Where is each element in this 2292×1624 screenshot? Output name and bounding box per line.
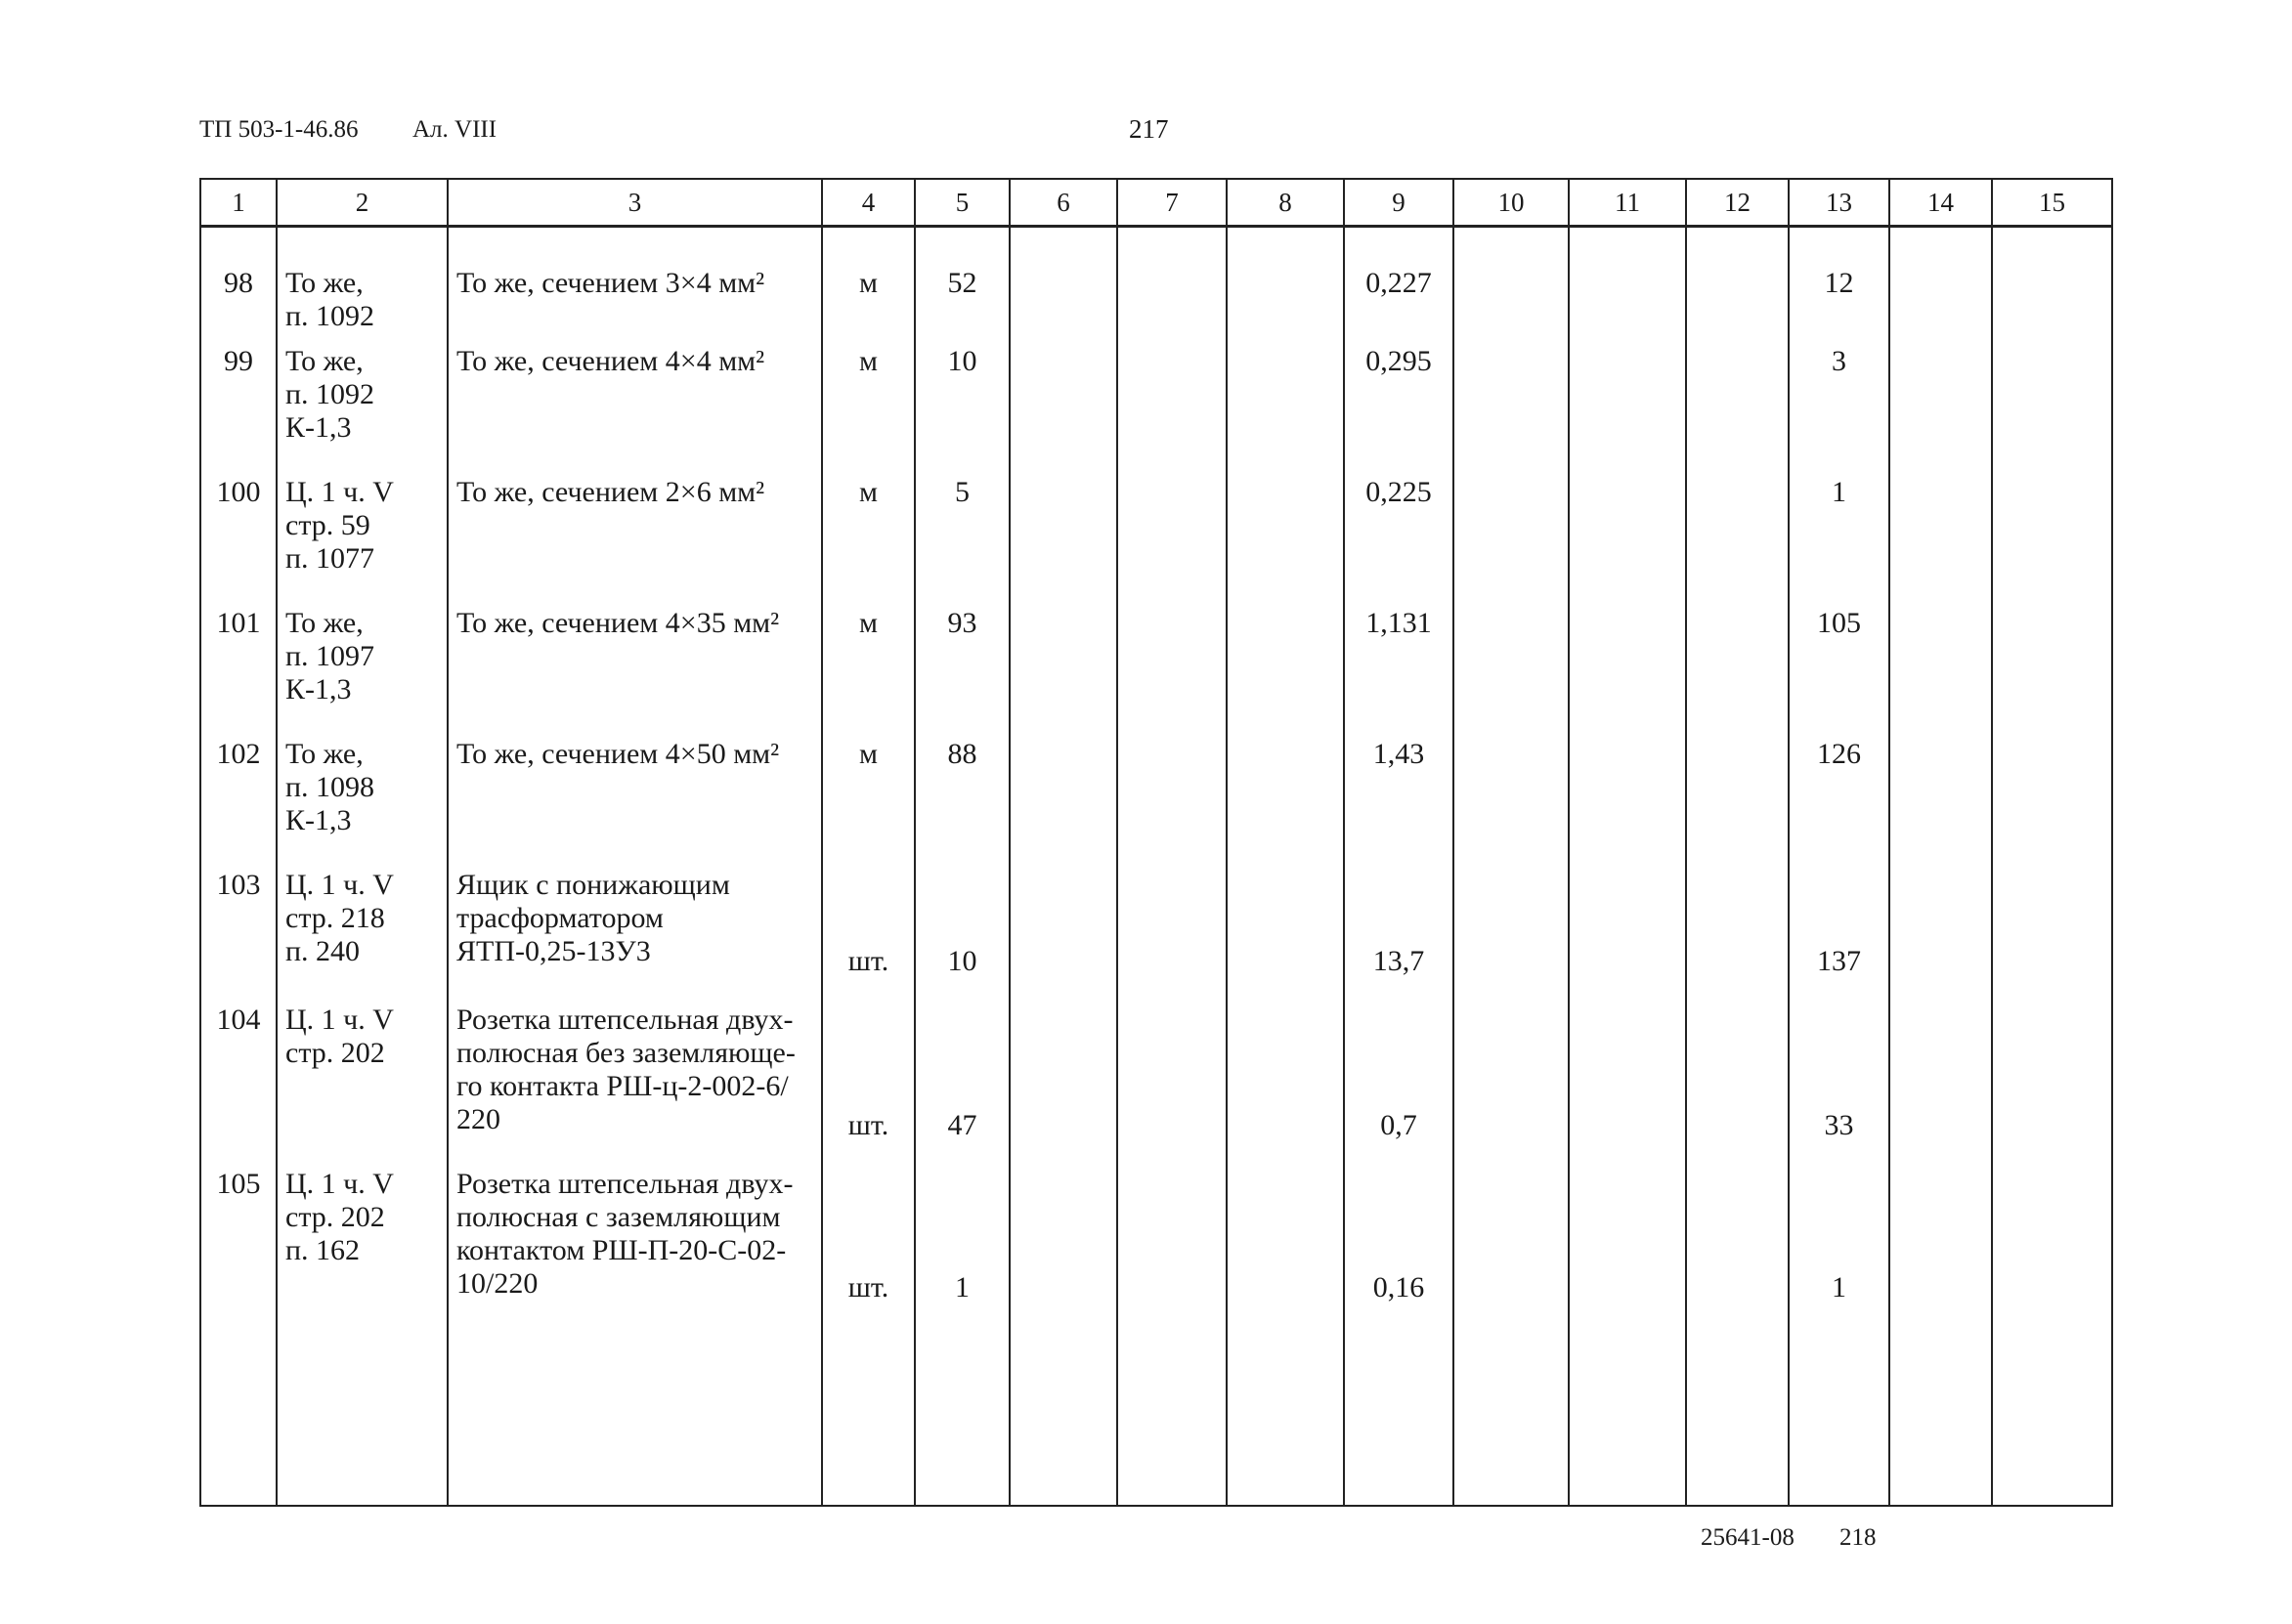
empty-cell: [1992, 992, 2112, 1156]
total-cell: 105: [1789, 595, 1889, 726]
table-row: [200, 595, 2112, 726]
column-header-6: 6: [1010, 179, 1117, 227]
empty-cell: [1569, 726, 1686, 857]
description-cell: [448, 464, 822, 595]
empty-cell: [1453, 227, 1569, 334]
column-number-row: [200, 179, 2112, 227]
quantity-cell: 10: [915, 857, 1010, 992]
empty-cell: [448, 1318, 822, 1506]
column-header-15: 15: [1992, 179, 2112, 227]
empty-cell: [915, 1318, 1010, 1506]
quantity-cell: 5: [915, 464, 1010, 595]
reference-line: К-1,3: [285, 411, 352, 444]
quantity-cell: 47: [915, 992, 1010, 1156]
total-cell: 3: [1789, 333, 1889, 464]
row-number: 103: [200, 857, 277, 992]
empty-cell: [1227, 595, 1344, 726]
row-number: 100: [200, 464, 277, 595]
column-header-13: 13: [1789, 179, 1889, 227]
reference-line: стр. 202: [285, 1037, 385, 1069]
empty-cell: [1569, 1156, 1686, 1318]
unit-cell: м: [822, 595, 915, 726]
empty-cell: [1010, 464, 1117, 595]
empty-cell: [1117, 726, 1227, 857]
description-line: 10/220: [456, 1267, 539, 1300]
description-line: Розетка штепсельная двух-: [456, 1004, 794, 1036]
row-number: 104: [200, 992, 277, 1156]
empty-cell: [1227, 1318, 1344, 1506]
table-row: [200, 333, 2112, 464]
page-number: 217: [1129, 114, 1169, 144]
empty-cell: [1453, 857, 1569, 992]
description-cell: [448, 992, 822, 1156]
column-header-8: 8: [1227, 179, 1344, 227]
empty-cell: [1686, 227, 1789, 334]
album-label: Ал. VIII: [412, 116, 497, 143]
empty-cell: [1686, 333, 1789, 464]
description-line: То же, сечением 3×4 мм²: [456, 267, 765, 299]
reference-line: стр. 218: [285, 902, 385, 934]
description-cell: [448, 726, 822, 857]
empty-cell: [1686, 992, 1789, 1156]
description-cell: [448, 595, 822, 726]
empty-cell: [1453, 1318, 1569, 1506]
unit-weight-cell: 0,295: [1344, 333, 1453, 464]
reference-line: К-1,3: [285, 804, 352, 836]
empty-cell: [1992, 595, 2112, 726]
footer-sheet-number: 218: [1839, 1524, 1877, 1551]
empty-cell: [1686, 595, 1789, 726]
empty-cell: [1010, 595, 1117, 726]
reference-cell: [277, 227, 448, 334]
reference-line: Ц. 1 ч. V: [285, 476, 394, 508]
description-line: Ящик с понижающим: [456, 869, 730, 901]
specification-table: [199, 178, 2113, 1507]
empty-cell: [1889, 726, 1992, 857]
empty-cell: [1889, 595, 1992, 726]
reference-cell: [277, 464, 448, 595]
unit-weight-cell: 1,43: [1344, 726, 1453, 857]
empty-cell: [1117, 227, 1227, 334]
description-cell: [448, 333, 822, 464]
description-cell: [448, 1156, 822, 1318]
reference-line: То же,: [285, 738, 364, 770]
reference-line: п. 240: [285, 935, 361, 967]
empty-cell: [1453, 464, 1569, 595]
unit-weight-cell: 0,16: [1344, 1156, 1453, 1318]
empty-cell: [1010, 857, 1117, 992]
unit-weight-cell: 0,225: [1344, 464, 1453, 595]
quantity-cell: 1: [915, 1156, 1010, 1318]
empty-cell: [1453, 595, 1569, 726]
column-header-3: 3: [448, 179, 822, 227]
reference-line: К-1,3: [285, 673, 352, 705]
empty-cell: [1686, 1156, 1789, 1318]
empty-cell: [1010, 1156, 1117, 1318]
reference-line: п. 162: [285, 1234, 361, 1266]
description-cell: [448, 857, 822, 992]
description-line: То же, сечением 4×35 мм²: [456, 607, 780, 639]
reference-cell: [277, 992, 448, 1156]
column-header-4: 4: [822, 179, 915, 227]
total-cell: 12: [1789, 227, 1889, 334]
table-row: [200, 857, 2112, 992]
quantity-cell: 93: [915, 595, 1010, 726]
reference-line: п. 1092: [285, 378, 375, 410]
reference-line: стр. 202: [285, 1201, 385, 1233]
empty-cell: [1992, 726, 2112, 857]
empty-cell: [1686, 857, 1789, 992]
empty-cell: [822, 1318, 915, 1506]
unit-cell: шт.: [822, 1156, 915, 1318]
reference-line: Ц. 1 ч. V: [285, 869, 394, 901]
empty-cell: [1227, 227, 1344, 334]
table-row: [200, 992, 2112, 1156]
table-body: [200, 227, 2112, 1507]
empty-filler-row: [200, 1318, 2112, 1506]
empty-cell: [1010, 1318, 1117, 1506]
empty-cell: [1889, 333, 1992, 464]
column-header-12: 12: [1686, 179, 1789, 227]
empty-cell: [1992, 227, 2112, 334]
empty-cell: [1889, 1318, 1992, 1506]
description-line: трасформатором: [456, 902, 664, 934]
empty-cell: [1227, 464, 1344, 595]
empty-cell: [1227, 726, 1344, 857]
empty-cell: [1453, 1156, 1569, 1318]
empty-cell: [1686, 464, 1789, 595]
empty-cell: [1117, 333, 1227, 464]
table-row: [200, 464, 2112, 595]
row-number: 99: [200, 333, 277, 464]
row-number: 102: [200, 726, 277, 857]
description-line: То же, сечением 4×50 мм²: [456, 738, 780, 770]
total-cell: 137: [1789, 857, 1889, 992]
description-line: Розетка штепсельная двух-: [456, 1168, 794, 1200]
empty-cell: [200, 1318, 277, 1506]
empty-cell: [1889, 857, 1992, 992]
empty-cell: [1889, 464, 1992, 595]
column-header-9: 9: [1344, 179, 1453, 227]
total-cell: 33: [1789, 992, 1889, 1156]
unit-cell: шт.: [822, 992, 915, 1156]
row-number: 98: [200, 227, 277, 334]
column-header-2: 2: [277, 179, 448, 227]
empty-cell: [1010, 227, 1117, 334]
description-cell: [448, 227, 822, 334]
quantity-cell: 10: [915, 333, 1010, 464]
empty-cell: [1010, 992, 1117, 1156]
description-line: То же, сечением 4×4 мм²: [456, 345, 765, 377]
description-line: го контакта РШ-ц-2-002-6/: [456, 1070, 789, 1102]
empty-cell: [1453, 726, 1569, 857]
unit-cell: м: [822, 227, 915, 334]
description-line: 220: [456, 1103, 500, 1135]
empty-cell: [1344, 1318, 1453, 1506]
reference-line: То же,: [285, 607, 364, 639]
quantity-cell: 52: [915, 227, 1010, 334]
empty-cell: [1010, 726, 1117, 857]
column-header-10: 10: [1453, 179, 1569, 227]
column-header-7: 7: [1117, 179, 1227, 227]
empty-cell: [1453, 333, 1569, 464]
reference-cell: [277, 857, 448, 992]
column-header-14: 14: [1889, 179, 1992, 227]
empty-cell: [1569, 227, 1686, 334]
description-line: ЯТП-0,25-13У3: [456, 935, 651, 967]
empty-cell: [1992, 1156, 2112, 1318]
empty-cell: [1117, 595, 1227, 726]
empty-cell: [1569, 1318, 1686, 1506]
unit-cell: шт.: [822, 857, 915, 992]
unit-weight-cell: 13,7: [1344, 857, 1453, 992]
row-number: 101: [200, 595, 277, 726]
column-header-1: 1: [200, 179, 277, 227]
empty-cell: [1569, 857, 1686, 992]
reference-line: Ц. 1 ч. V: [285, 1168, 394, 1200]
column-header-5: 5: [915, 179, 1010, 227]
unit-weight-cell: 1,131: [1344, 595, 1453, 726]
empty-cell: [1992, 857, 2112, 992]
reference-line: То же,: [285, 267, 364, 299]
reference-cell: [277, 1156, 448, 1318]
empty-cell: [277, 1318, 448, 1506]
empty-cell: [1117, 464, 1227, 595]
empty-cell: [1569, 992, 1686, 1156]
empty-cell: [1453, 992, 1569, 1156]
reference-line: п. 1077: [285, 542, 375, 575]
empty-cell: [1686, 1318, 1789, 1506]
reference-line: стр. 59: [285, 509, 370, 541]
reference-line: п. 1097: [285, 640, 375, 672]
empty-cell: [1569, 464, 1686, 595]
description-line: То же, сечением 2×6 мм²: [456, 476, 765, 508]
empty-cell: [1227, 857, 1344, 992]
footer-doc-id: 25641-08: [1701, 1524, 1795, 1551]
quantity-cell: 88: [915, 726, 1010, 857]
empty-cell: [1117, 857, 1227, 992]
unit-cell: м: [822, 333, 915, 464]
empty-cell: [1992, 464, 2112, 595]
empty-cell: [1889, 1156, 1992, 1318]
empty-cell: [1227, 1156, 1344, 1318]
empty-cell: [1117, 1156, 1227, 1318]
description-line: контактом РШ-П-20-С-02-: [456, 1234, 787, 1266]
unit-cell: м: [822, 464, 915, 595]
reference-line: п. 1098: [285, 771, 375, 803]
reference-line: Ц. 1 ч. V: [285, 1004, 394, 1036]
description-line: полюсная без заземляюще-: [456, 1037, 796, 1069]
empty-cell: [1992, 1318, 2112, 1506]
unit-weight-cell: 0,227: [1344, 227, 1453, 334]
total-cell: 126: [1789, 726, 1889, 857]
empty-cell: [1889, 227, 1992, 334]
empty-cell: [1686, 726, 1789, 857]
total-cell: 1: [1789, 464, 1889, 595]
column-header-11: 11: [1569, 179, 1686, 227]
unit-cell: м: [822, 726, 915, 857]
total-cell: 1: [1789, 1156, 1889, 1318]
reference-cell: [277, 726, 448, 857]
empty-cell: [1117, 992, 1227, 1156]
table-row: [200, 726, 2112, 857]
empty-cell: [1569, 333, 1686, 464]
empty-cell: [1889, 992, 1992, 1156]
reference-cell: [277, 595, 448, 726]
empty-cell: [1010, 333, 1117, 464]
empty-cell: [1227, 333, 1344, 464]
empty-cell: [1992, 333, 2112, 464]
empty-cell: [1569, 595, 1686, 726]
table-row: [200, 227, 2112, 334]
document-code: ТП 503-1-46.86: [199, 116, 359, 143]
reference-cell: [277, 333, 448, 464]
table-row: [200, 1156, 2112, 1318]
row-number: 105: [200, 1156, 277, 1318]
reference-line: п. 1092: [285, 300, 375, 332]
empty-cell: [1789, 1318, 1889, 1506]
description-line: полюсная с заземляющим: [456, 1201, 781, 1233]
unit-weight-cell: 0,7: [1344, 992, 1453, 1156]
empty-cell: [1227, 992, 1344, 1156]
empty-cell: [1117, 1318, 1227, 1506]
reference-line: То же,: [285, 345, 364, 377]
